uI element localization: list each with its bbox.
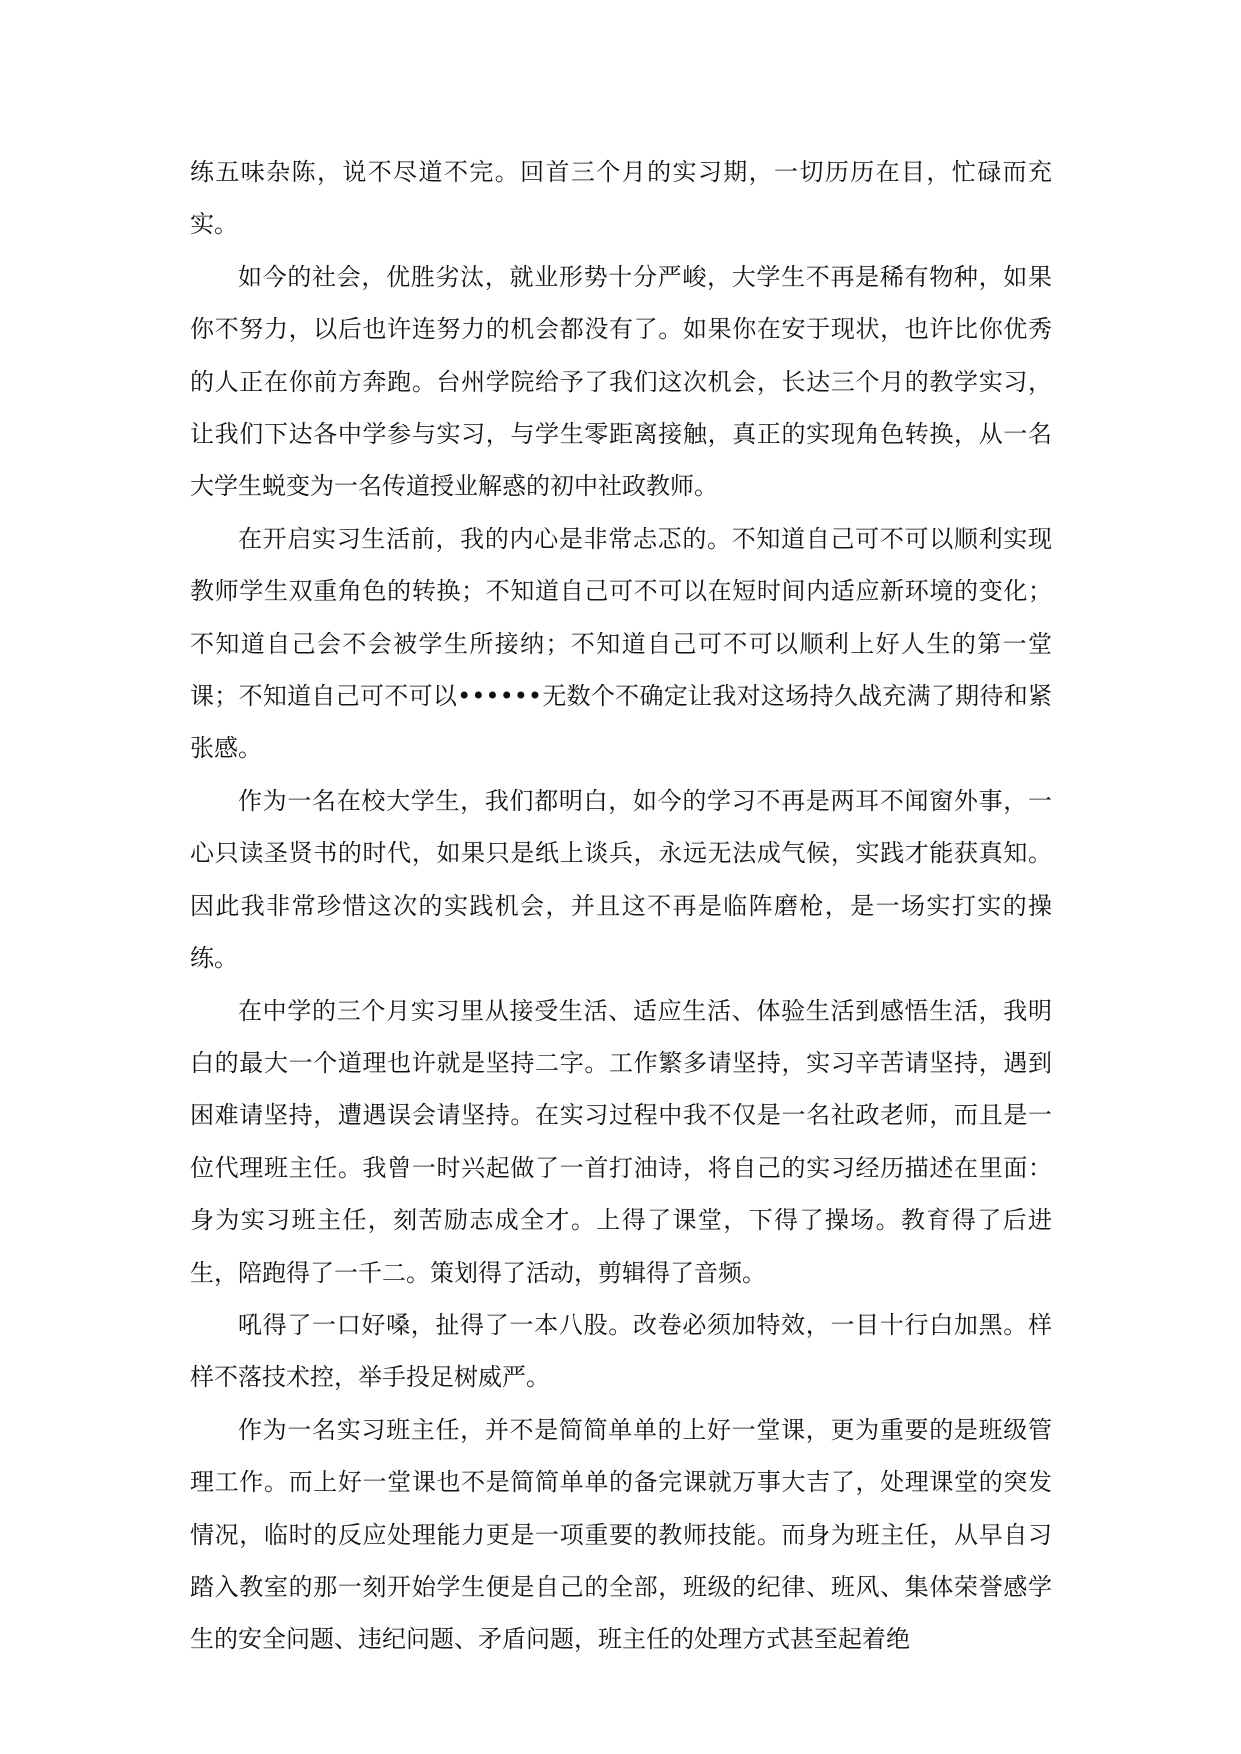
paragraph: 吼得了一口好嗓，扯得了一本八股。改卷必须加特效，一目十行白加黑。样样不落技术控，举手投足树威严。	[190, 1310, 1052, 1392]
paragraph: 在中学的三个月实习里从接受生活、适应生活、体验生活到感悟生活，我明白的最大一个道理也许就是坚持二字。工作繁多请坚持，实习辛苦请坚持，遇到困难请坚持，遭遇误会请坚持。在实习过程中我不仅是一名社政老师，而且是一位代理班主任。我曾一时兴起做了一首打油诗，将自己的实习经历描述在里面：身为实习班主任，刻苦励志成全才。上得了课堂，下得了操场。教育得了后进生，陪跑得了一千二。策划得了活动，剪辑得了音频。	[190, 996, 1052, 1287]
paragraph: 练五味杂陈，说不尽道不完。回首三个月的实习期，一切历历在目，忙碌而充实。	[190, 158, 1052, 239]
paragraph: 如今的社会，优胜劣汰，就业形势十分严峻，大学生不再是稀有物种，如果你不努力，以后也许连努力的机会都没有了。如果你在安于现状，也许比你优秀的人正在你前方奔跑。台州学院给予了我们这次机会，长达三个月的教学实习，让我们下达各中学参与实习，与学生零距离接触，真正的实现角色转换，从一名大学生蜕变为一名传道授业解惑的初中社政教师。	[190, 262, 1052, 501]
paragraph: 作为一名实习班主任，并不是简简单单的上好一堂课，更为重要的是班级管理工作。而上好一堂课也不是简简单单的备完课就万事大吉了，处理课堂的突发情况，临时的反应处理能力更是一项重要的教师技能。而身为班主任，从早自习踏入教室的那一刻开始学生便是自己的全部，班级的纪律、班风、集体荣誉感学生的安全问题、违纪问题、矛盾问题，班主任的处理方式甚至起着绝	[190, 1415, 1052, 1654]
paragraph: 在开启实习生活前，我的内心是非常忐忑的。不知道自己可不可以顺利实现教师学生双重角色的转换；不知道自己可不可以在短时间内适应新环境的变化；不知道自己会不会被学生所接纳；不知道自己可不可以顺利上好人生的第一堂课；不知道自己可不可以••••••无数个不确定让我对这场持久战充满了期待和紧张感。	[190, 524, 1052, 763]
paragraph: 作为一名在校大学生，我们都明白，如今的学习不再是两耳不闻窗外事，一心只读圣贤书的时代，如果只是纸上谈兵，永远无法成气候，实践才能获真知。因此我非常珍惜这次的实践机会，并且这不再是临阵磨枪，是一场实打实的操练。	[190, 786, 1052, 973]
document-body	[190, 146, 1052, 1666]
